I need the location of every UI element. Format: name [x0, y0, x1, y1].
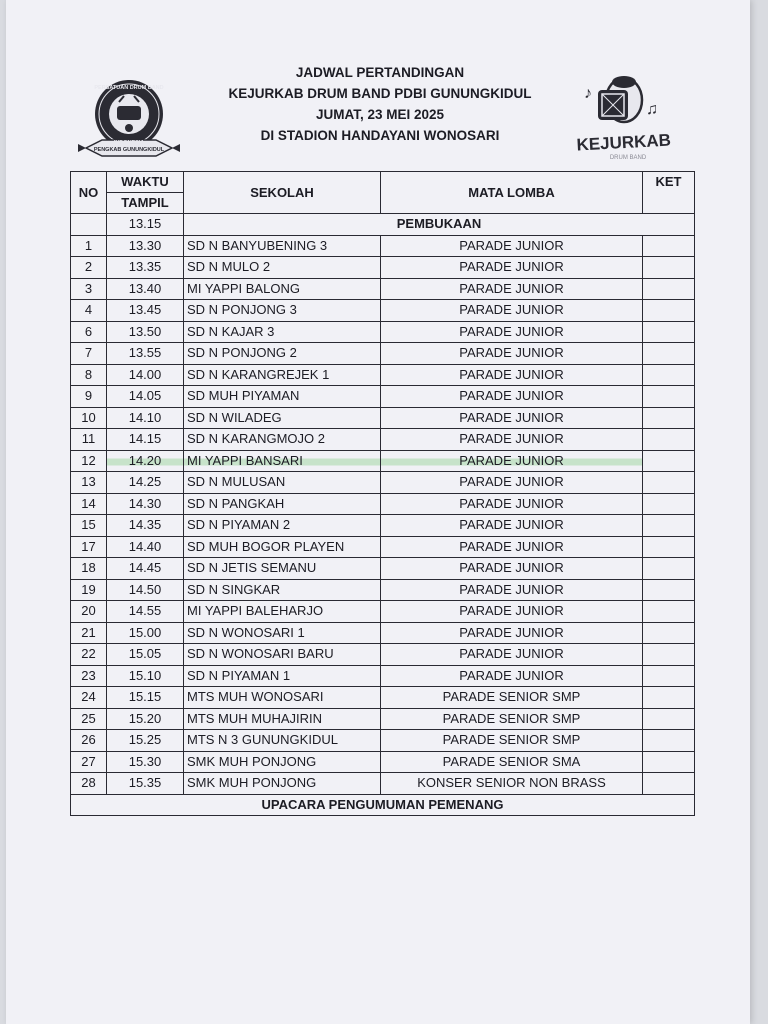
row-time: 14.15 — [107, 429, 184, 451]
pdbi-logo-top-text: PERSATUAN DRUM BAND — [94, 85, 164, 91]
row-ket — [643, 601, 695, 623]
row-event: PARADE JUNIOR — [381, 300, 643, 322]
row-school: SD N MULUSAN — [184, 472, 381, 494]
row-event: PARADE JUNIOR — [381, 622, 643, 644]
table-row — [71, 321, 695, 343]
row-school: SMK MUH PONJONG — [184, 773, 381, 795]
row-time: 13.30 — [107, 235, 184, 257]
row-no: 4 — [71, 300, 107, 322]
row-school: MI YAPPI BALONG — [184, 278, 381, 300]
row-event: PARADE JUNIOR — [381, 386, 643, 408]
row-no: 7 — [71, 343, 107, 365]
row-no: 9 — [71, 386, 107, 408]
table-row — [71, 257, 695, 279]
row-time: 13.55 — [107, 343, 184, 365]
row-ket — [643, 536, 695, 558]
row-time: 14.20 — [107, 450, 184, 472]
row-school: MI YAPPI BALEHARJO — [184, 601, 381, 623]
table-row — [71, 515, 695, 537]
row-no: 10 — [71, 407, 107, 429]
row-event: PARADE JUNIOR — [381, 343, 643, 365]
row-time: 13.35 — [107, 257, 184, 279]
row-school: SD N PONJONG 3 — [184, 300, 381, 322]
row-ket — [643, 708, 695, 730]
row-no: 14 — [71, 493, 107, 515]
row-time: 13.45 — [107, 300, 184, 322]
table-row — [71, 407, 695, 429]
row-ket — [643, 235, 695, 257]
row-no: 1 — [71, 235, 107, 257]
row-school: SD MUH PIYAMAN — [184, 386, 381, 408]
row-event: PARADE SENIOR SMP — [381, 730, 643, 752]
row-school: SMK MUH PONJONG — [184, 751, 381, 773]
row-event: PARADE JUNIOR — [381, 558, 643, 580]
schedule-table — [70, 171, 695, 816]
table-row — [71, 429, 695, 451]
row-time: 15.00 — [107, 622, 184, 644]
row-school: SD N PIYAMAN 2 — [184, 515, 381, 537]
row-ket — [643, 493, 695, 515]
row-no: 17 — [71, 536, 107, 558]
row-no: 20 — [71, 601, 107, 623]
row-no: 11 — [71, 429, 107, 451]
row-time: 15.20 — [107, 708, 184, 730]
row-no: 25 — [71, 708, 107, 730]
row-ket — [643, 364, 695, 386]
row-event: PARADE JUNIOR — [381, 472, 643, 494]
header-waktu: WAKTU — [107, 172, 184, 193]
title-line-2: KEJURKAB DRUM BAND PDBI GUNUNGKIDUL — [228, 86, 532, 101]
document-title — [170, 62, 590, 146]
row-ket — [643, 579, 695, 601]
row-school: SD N KARANGMOJO 2 — [184, 429, 381, 451]
table-row — [71, 708, 695, 730]
row-time: 15.25 — [107, 730, 184, 752]
row-time: 14.25 — [107, 472, 184, 494]
row-event: PARADE JUNIOR — [381, 257, 643, 279]
row-ket — [643, 687, 695, 709]
header-sekolah: SEKOLAH — [184, 172, 381, 214]
row-school: SD N WONOSARI 1 — [184, 622, 381, 644]
row-event: PARADE JUNIOR — [381, 364, 643, 386]
table-row — [71, 472, 695, 494]
row-event: PARADE JUNIOR — [381, 493, 643, 515]
row-event: PARADE JUNIOR — [381, 235, 643, 257]
row-ket — [643, 665, 695, 687]
row-school: SD N PONJONG 2 — [184, 343, 381, 365]
header-ket: KET — [643, 172, 695, 214]
row-time: 14.40 — [107, 536, 184, 558]
row-time: 15.35 — [107, 773, 184, 795]
table-row — [71, 493, 695, 515]
row-time: 15.05 — [107, 644, 184, 666]
row-event: PARADE JUNIOR — [381, 278, 643, 300]
row-ket — [643, 751, 695, 773]
opening-time: 13.15 — [107, 214, 184, 236]
row-time: 15.15 — [107, 687, 184, 709]
row-no: 22 — [71, 644, 107, 666]
kejurkab-logo-sub: DRUM BAND — [609, 155, 647, 161]
row-school: SD N PIYAMAN 1 — [184, 665, 381, 687]
row-time: 14.55 — [107, 601, 184, 623]
row-school: SD N KAJAR 3 — [184, 321, 381, 343]
table-row — [71, 622, 695, 644]
row-event: KONSER SENIOR NON BRASS — [381, 773, 643, 795]
music-note-icon: ♪ — [584, 85, 592, 102]
row-no: 23 — [71, 665, 107, 687]
table-row — [71, 364, 695, 386]
row-school: SD N PANGKAH — [184, 493, 381, 515]
row-ket — [643, 773, 695, 795]
row-school: MTS MUH MUHAJIRIN — [184, 708, 381, 730]
row-school: SD N WILADEG — [184, 407, 381, 429]
row-no: 24 — [71, 687, 107, 709]
closing-label: UPACARA PENGUMUMAN PEMENANG — [71, 794, 695, 816]
row-event: PARADE SENIOR SMP — [381, 708, 643, 730]
row-ket — [643, 644, 695, 666]
header-tampil: TAMPIL — [107, 193, 184, 214]
row-school: SD N JETIS SEMANU — [184, 558, 381, 580]
row-no: 28 — [71, 773, 107, 795]
row-time: 14.35 — [107, 515, 184, 537]
row-time: 13.40 — [107, 278, 184, 300]
row-ket — [643, 450, 695, 472]
table-row — [71, 601, 695, 623]
row-ket — [643, 343, 695, 365]
row-no: 19 — [71, 579, 107, 601]
table-row — [71, 644, 695, 666]
row-ket — [643, 429, 695, 451]
row-time: 14.05 — [107, 386, 184, 408]
table-row — [71, 300, 695, 322]
row-no: 6 — [71, 321, 107, 343]
row-school: SD N MULO 2 — [184, 257, 381, 279]
row-no: 21 — [71, 622, 107, 644]
closing-row — [71, 794, 695, 816]
row-time: 14.30 — [107, 493, 184, 515]
row-time: 14.50 — [107, 579, 184, 601]
row-event: PARADE JUNIOR — [381, 407, 643, 429]
row-school: SD N SINGKAR — [184, 579, 381, 601]
row-ket — [643, 515, 695, 537]
row-event: PARADE JUNIOR — [381, 429, 643, 451]
row-ket — [643, 300, 695, 322]
kejurkab-logo-text: KEJURKAB — [576, 130, 672, 155]
row-no: 12 — [71, 450, 107, 472]
row-event: PARADE SENIOR SMP — [381, 687, 643, 709]
row-event: PARADE JUNIOR — [381, 450, 643, 472]
row-school: MTS MUH WONOSARI — [184, 687, 381, 709]
table-row — [71, 450, 695, 472]
pdbi-logo-ribbon-text: PENGKAB GUNUNGKIDUL — [93, 147, 165, 153]
row-ket — [643, 472, 695, 494]
row-no: 3 — [71, 278, 107, 300]
row-ket — [643, 730, 695, 752]
table-row — [71, 235, 695, 257]
row-no: 27 — [71, 751, 107, 773]
table-row — [71, 278, 695, 300]
table-row — [71, 579, 695, 601]
row-event: PARADE JUNIOR — [381, 536, 643, 558]
row-ket — [643, 558, 695, 580]
table-row — [71, 773, 695, 795]
table-row — [71, 536, 695, 558]
row-no: 2 — [71, 257, 107, 279]
row-ket — [643, 257, 695, 279]
row-event: PARADE JUNIOR — [381, 665, 643, 687]
header-no: NO — [71, 172, 107, 214]
table-row — [71, 386, 695, 408]
table-row — [71, 665, 695, 687]
row-no: 8 — [71, 364, 107, 386]
table-row — [71, 343, 695, 365]
row-school: SD N WONOSARI BARU — [184, 644, 381, 666]
row-time: 14.00 — [107, 364, 184, 386]
row-time: 15.30 — [107, 751, 184, 773]
row-school: MTS N 3 GUNUNGKIDUL — [184, 730, 381, 752]
row-ket — [643, 386, 695, 408]
opening-row — [71, 214, 695, 236]
row-school: SD MUH BOGOR PLAYEN — [184, 536, 381, 558]
row-time: 15.10 — [107, 665, 184, 687]
table-row — [71, 558, 695, 580]
title-line-3: JUMAT, 23 MEI 2025 — [315, 107, 445, 122]
row-ket — [643, 321, 695, 343]
row-event: PARADE JUNIOR — [381, 579, 643, 601]
table-row — [71, 751, 695, 773]
row-event: PARADE JUNIOR — [381, 515, 643, 537]
title-line-1: JADWAL PERTANDINGAN — [295, 65, 465, 80]
row-school: MI YAPPI BANSARI — [184, 450, 381, 472]
row-event: PARADE SENIOR SMA — [381, 751, 643, 773]
pdbi-logo-bottom-text: INDONESIA — [113, 140, 145, 146]
row-event: PARADE JUNIOR — [381, 601, 643, 623]
opening-label: PEMBUKAAN — [184, 214, 695, 236]
row-time: 14.10 — [107, 407, 184, 429]
row-ket — [643, 278, 695, 300]
row-ket — [643, 622, 695, 644]
row-school: SD N KARANGREJEK 1 — [184, 364, 381, 386]
row-no: 15 — [71, 515, 107, 537]
row-time: 13.50 — [107, 321, 184, 343]
row-no: 18 — [71, 558, 107, 580]
row-event: PARADE JUNIOR — [381, 321, 643, 343]
title-line-4: DI STADION HANDAYANI WONOSARI — [260, 128, 500, 143]
row-time: 14.45 — [107, 558, 184, 580]
table-row — [71, 687, 695, 709]
row-no: 26 — [71, 730, 107, 752]
row-no: 13 — [71, 472, 107, 494]
header-mata-lomba: MATA LOMBA — [381, 172, 643, 214]
row-school: SD N BANYUBENING 3 — [184, 235, 381, 257]
table-row — [71, 730, 695, 752]
music-note-icon-2: ♫ — [646, 101, 658, 118]
row-ket — [643, 407, 695, 429]
row-event: PARADE JUNIOR — [381, 644, 643, 666]
